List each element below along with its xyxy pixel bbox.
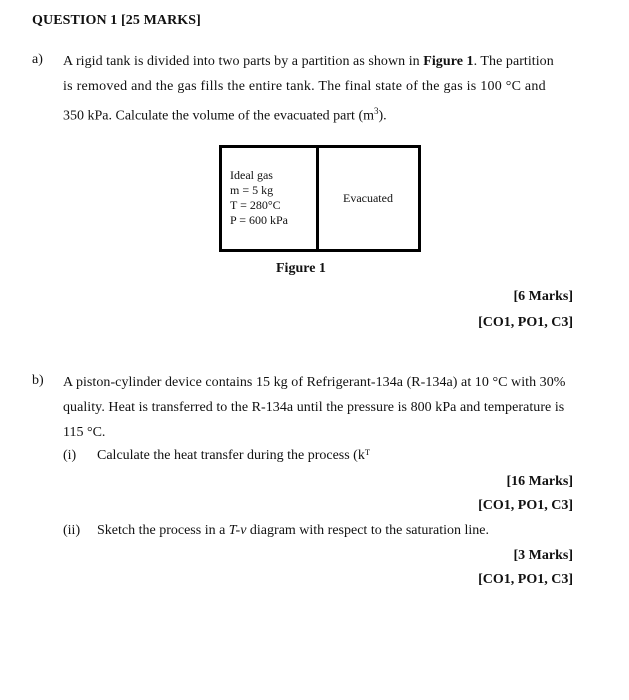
part-a-text bbox=[63, 49, 578, 129]
gas-pressure: P = 600 kPa bbox=[230, 213, 288, 227]
part-b-label: b) bbox=[32, 373, 44, 388]
part-a-label: a) bbox=[32, 52, 43, 67]
partition bbox=[316, 148, 319, 249]
sub-ii-text-italic: T-v bbox=[228, 523, 247, 538]
sub-ii-marks: [3 Marks] bbox=[513, 548, 573, 563]
tank-figure bbox=[219, 145, 421, 252]
part-a-line3-sup: 3 bbox=[374, 106, 379, 116]
part-b-line3: 115 °C. bbox=[63, 425, 106, 440]
part-a-line1-pre: A rigid tank is divided into two parts by a partition as shown in bbox=[63, 54, 424, 69]
gas-label: Ideal gas bbox=[230, 168, 273, 182]
sub-ii-text-post: diagram with respect to the saturation line. bbox=[246, 523, 490, 538]
ideal-gas-compartment bbox=[230, 168, 288, 228]
part-a-line2: is removed and the gas fills the entire tank. The final state of the gas is 100 °C and bbox=[63, 79, 546, 94]
part-a-line3-pre: 350 kPa. Calculate the volume of the evacuated part (m bbox=[63, 108, 375, 124]
sub-i-text: Calculate the heat transfer during the process (kᵀ bbox=[97, 448, 370, 463]
part-a-line1-post: . The partition bbox=[473, 54, 554, 69]
figure-ref: Figure 1 bbox=[423, 54, 474, 69]
part-b-line1: A piston-cylinder device contains 15 kg of Refrigerant-134a (R-134a) at 10 °C with 30% bbox=[63, 375, 566, 390]
gas-temperature: T = 280°C bbox=[230, 198, 281, 212]
gas-mass: m = 5 kg bbox=[230, 183, 274, 197]
part-b-line2: quality. Heat is transferred to the R-134a until the pressure is 800 kPa and temperature is bbox=[63, 400, 565, 415]
sub-i-label: (i) bbox=[63, 448, 77, 463]
part-a-line3-post: ). bbox=[378, 108, 387, 124]
sub-i-outcomes: [CO1, PO1, C3] bbox=[478, 498, 573, 513]
sub-ii-text-pre: Sketch the process in a bbox=[97, 523, 229, 538]
part-a-outcomes: [CO1, PO1, C3] bbox=[478, 315, 573, 330]
figure-caption: Figure 1 bbox=[276, 261, 326, 276]
part-a-marks: [6 Marks] bbox=[513, 289, 573, 304]
sub-ii-text bbox=[97, 523, 489, 539]
question-title: QUESTION 1 [25 MARKS] bbox=[32, 13, 201, 28]
sub-ii-label: (ii) bbox=[63, 523, 81, 538]
part-b-text bbox=[63, 370, 578, 445]
sub-ii-outcomes: [CO1, PO1, C3] bbox=[478, 572, 573, 587]
evacuated-compartment-label: Evacuated bbox=[343, 191, 393, 205]
sub-i-marks: [16 Marks] bbox=[506, 474, 573, 489]
